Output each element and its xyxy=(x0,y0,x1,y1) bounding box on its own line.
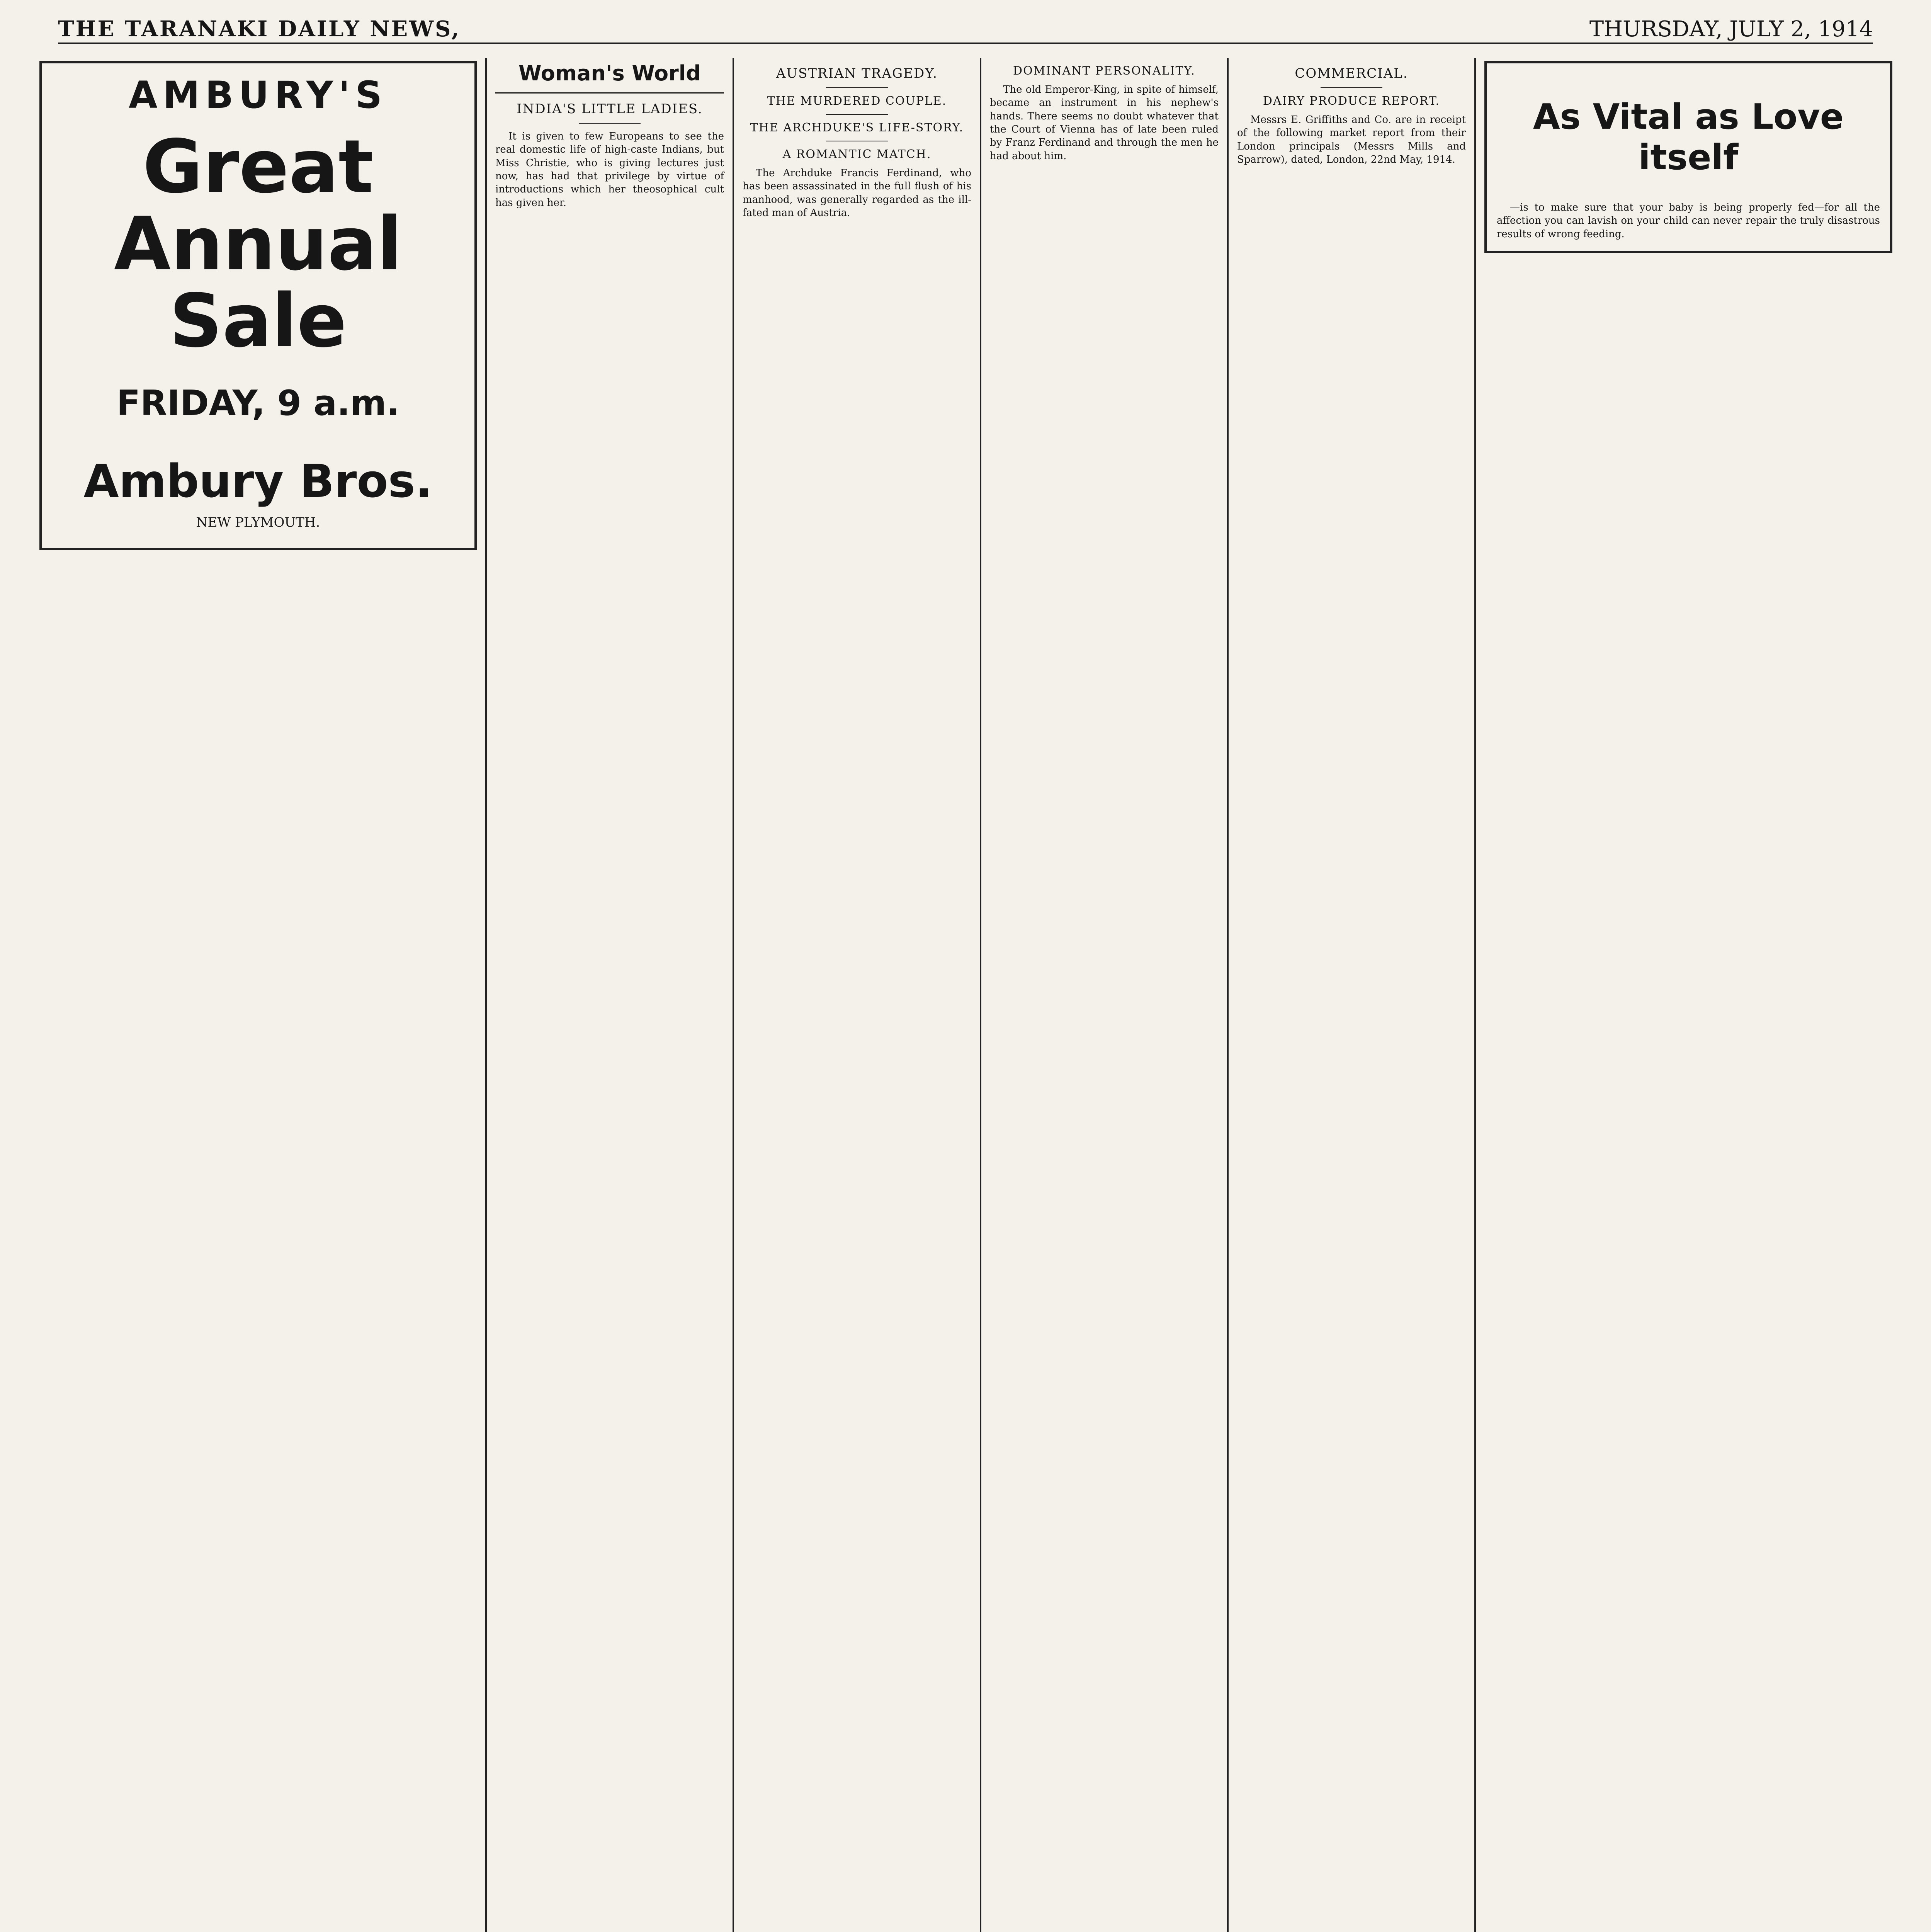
article-lead: The old Emperor-King, in spite of himself, became an instrument in his nephew's hands. There seems no doubt whatever that the Court of Vienna has of late been ruled by Franz Ferdinand and through the men he had about him. xyxy=(990,84,1219,162)
article-headline: INDIA'S LITTLE LADIES. xyxy=(517,101,703,117)
article-lead: The Archduke Francis Ferdinand, who has been assassinated in the full flush of his manhood, was generally regarded as the ill-fated man of Austria. xyxy=(743,167,971,219)
divider xyxy=(826,114,888,115)
glaxo-ad xyxy=(1484,61,1892,253)
section-heading: AUSTRIAN TRAGEDY. xyxy=(776,66,938,81)
sale-firm: Ambury Bros. xyxy=(83,454,433,508)
column-1 xyxy=(31,58,487,1932)
section-heading: COMMERCIAL. xyxy=(1295,66,1408,81)
article-subhead: THE ARCHDUKE'S LIFE-STORY. xyxy=(750,121,964,134)
section-heading: Woman's World xyxy=(495,58,724,94)
column-womans-world xyxy=(487,58,734,1932)
article-headline: DAIRY PRODUCE REPORT. xyxy=(1263,94,1440,108)
article-subhead: A ROMANTIC MATCH. xyxy=(782,148,932,161)
article-lead: Messrs E. Griffiths and Co. are in receipt of the following market report from their London principals (Messrs Mills and Sparrow), dated, London, 22nd May, 1914. xyxy=(1237,114,1466,165)
column-6 xyxy=(1476,58,1901,1932)
ambury-sale-ad xyxy=(39,61,477,550)
divider xyxy=(1321,87,1382,88)
sale-title: Great Annual Sale xyxy=(114,124,403,364)
column-austrian-tragedy xyxy=(734,58,981,1932)
article-subhead: DOMINANT PERSONALITY. xyxy=(1013,64,1195,78)
ad-headline: As Vital as Love itself xyxy=(1533,97,1844,178)
divider xyxy=(579,123,641,124)
paper-name: THE TARANAKI DAILY NEWS, xyxy=(58,16,461,42)
masthead xyxy=(58,15,1873,44)
article-lead: It is given to few Europeans to see the real domestic life of high-caste Indians, but Miss Christie, who is giving lectures just now, has had that privilege by virtue of introductions which her theosophical cult has given her. xyxy=(495,131,724,209)
sale-when: FRIDAY, 9 a.m. xyxy=(116,383,400,423)
column-hapsburg xyxy=(981,58,1229,1932)
ad-lead: —is to make sure that your baby is being properly fed—for all the affection you can lavish on your child can never repair the truly disastrous results of wrong feeding. xyxy=(1497,202,1880,240)
column-commercial xyxy=(1229,58,1476,1932)
issue-date: THURSDAY, JULY 2, 1914 xyxy=(1589,16,1873,42)
sale-store: AMBURY'S xyxy=(129,73,388,117)
sale-town: NEW PLYMOUTH. xyxy=(196,514,320,530)
article-headline: THE MURDERED COUPLE. xyxy=(767,94,947,108)
divider xyxy=(826,87,888,88)
